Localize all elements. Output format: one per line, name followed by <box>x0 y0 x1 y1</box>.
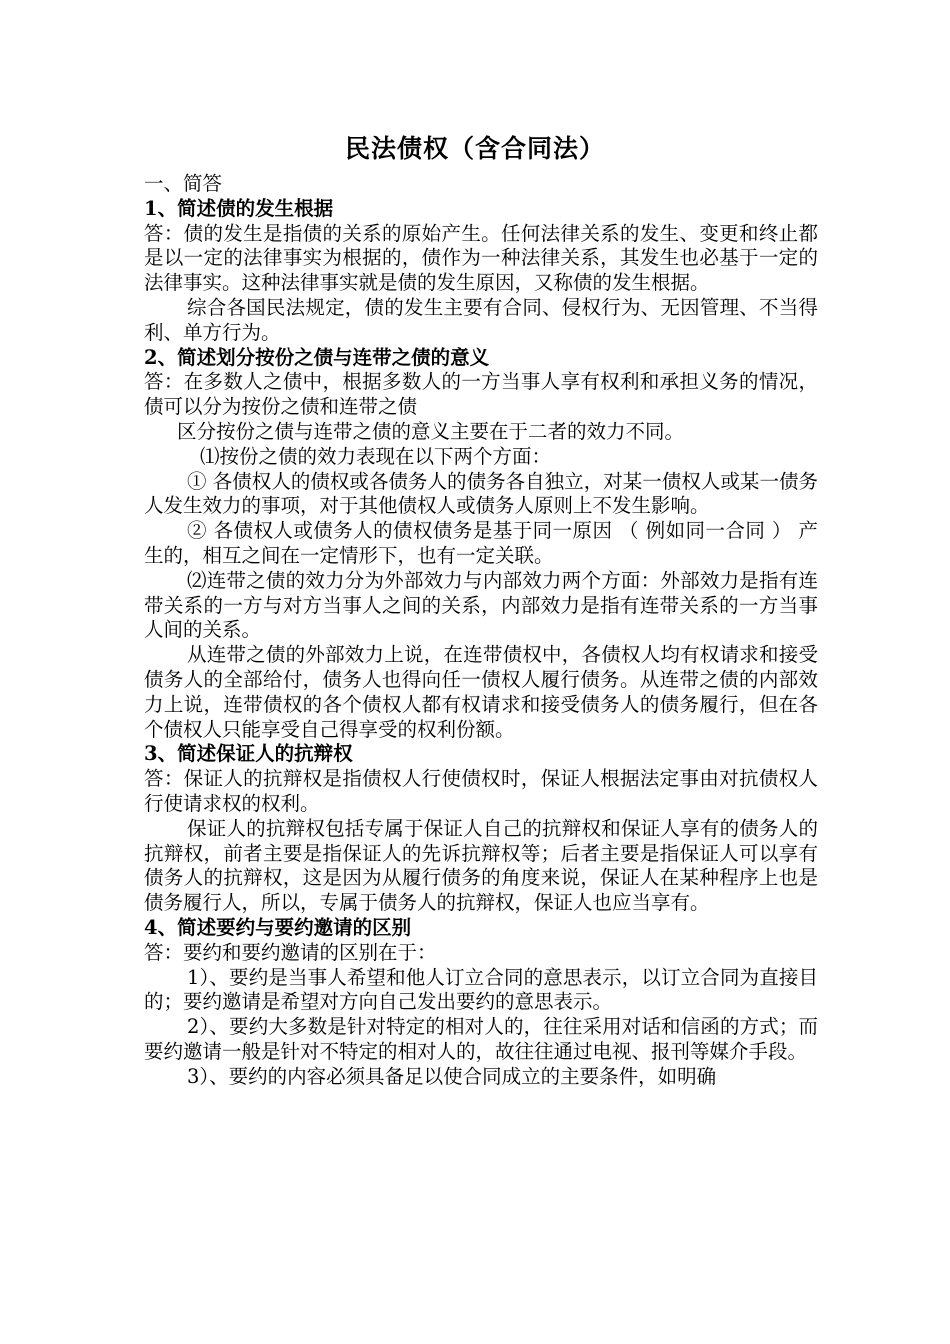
body-paragraph: ② 各债权人或债务人的债权债务是基于同一原因 （ 例如同一合同 ） 产生的，相互之间在一定情形下，也有一定关联。 <box>144 519 818 567</box>
body-paragraph: 综合各国民法规定，债的发生主要有合同、侵权行为、无因管理、不当得利、单方行为。 <box>144 295 818 344</box>
document-title: 民法债权（含合同法） <box>344 134 605 163</box>
body-paragraph: 区分按份之债与连带之债的意义主要在于二者的效力不同。 <box>177 419 685 443</box>
answer-paragraph: 答：在多数人之债中，根据多数人的一方当事人享有权利和承担义务的情况，债可以分为按份之债和连带之债 <box>144 370 818 419</box>
body-paragraph: 1）、要约是当事人希望和他人订立合同的意思表示，以订立合同为直接目的；要约邀请是希望对方向自己发出要约的意思表示。 <box>144 965 818 1014</box>
body-paragraph: ① 各债权人的债权或各债务人的债务各自独立，对某一债权人或某一债务人发生效力的事项，对于其他债权人或债务人原则上不发生影响。 <box>144 469 818 518</box>
body-paragraph: 3）、要约的内容必须具备足以使合同成立的主要条件，如明确 <box>187 1064 717 1088</box>
question-heading: 4、简述要约与要约邀请的区别 <box>144 915 412 939</box>
question-heading: 1、简述债的发生根据 <box>144 196 334 220</box>
document-body <box>144 172 818 1089</box>
question-heading: 2、简述划分按份之债与连带之债的意义 <box>144 345 490 369</box>
body-paragraph: 2）、要约大多数是针对特定的相对人的，往往采用对话和信函的方式；而要约邀请一般是针对不特定的相对人的，故往往通过电视、报刊等媒介手段。 <box>144 1015 818 1063</box>
answer-paragraph: 答：保证人的抗辩权是指债权人行使债权时，保证人根据法定事由对抗债权人行使请求权的权利。 <box>144 767 818 815</box>
body-paragraph: 从连带之债的外部效力上说，在连带债权中，各债权人均有权请求和接受债务人的全部给付，债务人也得向任一债权人履行债务。从连带之债的内部效力上说，连带债权的各个债权人都有权请求和接受债务人的债务履行，但在各个债权人只能享受自己得享受的权利份额。 <box>144 643 818 741</box>
question-heading: 3、简述保证人的抗辩权 <box>144 742 353 766</box>
section-label: 一、简答 <box>144 172 223 195</box>
body-paragraph: ⑵连带之债的效力分为外部效力与内部效力两个方面：外部效力是指有连带关系的一方与对方当事人之间的关系，内部效力是指有连带关系的一方当事人间的关系。 <box>144 568 818 642</box>
body-paragraph: 保证人的抗辩权包括专属于保证人自己的抗辩权和保证人享有的债务人的抗辩权，前者主要是指保证人的先诉抗辩权等；后者主要是指保证人可以享有债务人的抗辩权，这是因为从履行债务的角度来说，保证人在某种程序上也是债务履行人，所以，专属于债务人的抗辩权，保证人也应当享有。 <box>144 816 818 915</box>
body-paragraph: ⑴按份之债的效力表现在以下两个方面： <box>200 444 552 468</box>
answer-paragraph: 答：债的发生是指债的关系的原始产生。任何法律关系的发生、变更和终止都是以一定的法律事实为根据的，债作为一种法律关系，其发生也必基于一定的法律事实。这种法律事实就是债的发生原因，又称债的发生根据。 <box>144 221 818 295</box>
answer-paragraph: 答：要约和要约邀请的区别在于： <box>144 940 437 964</box>
